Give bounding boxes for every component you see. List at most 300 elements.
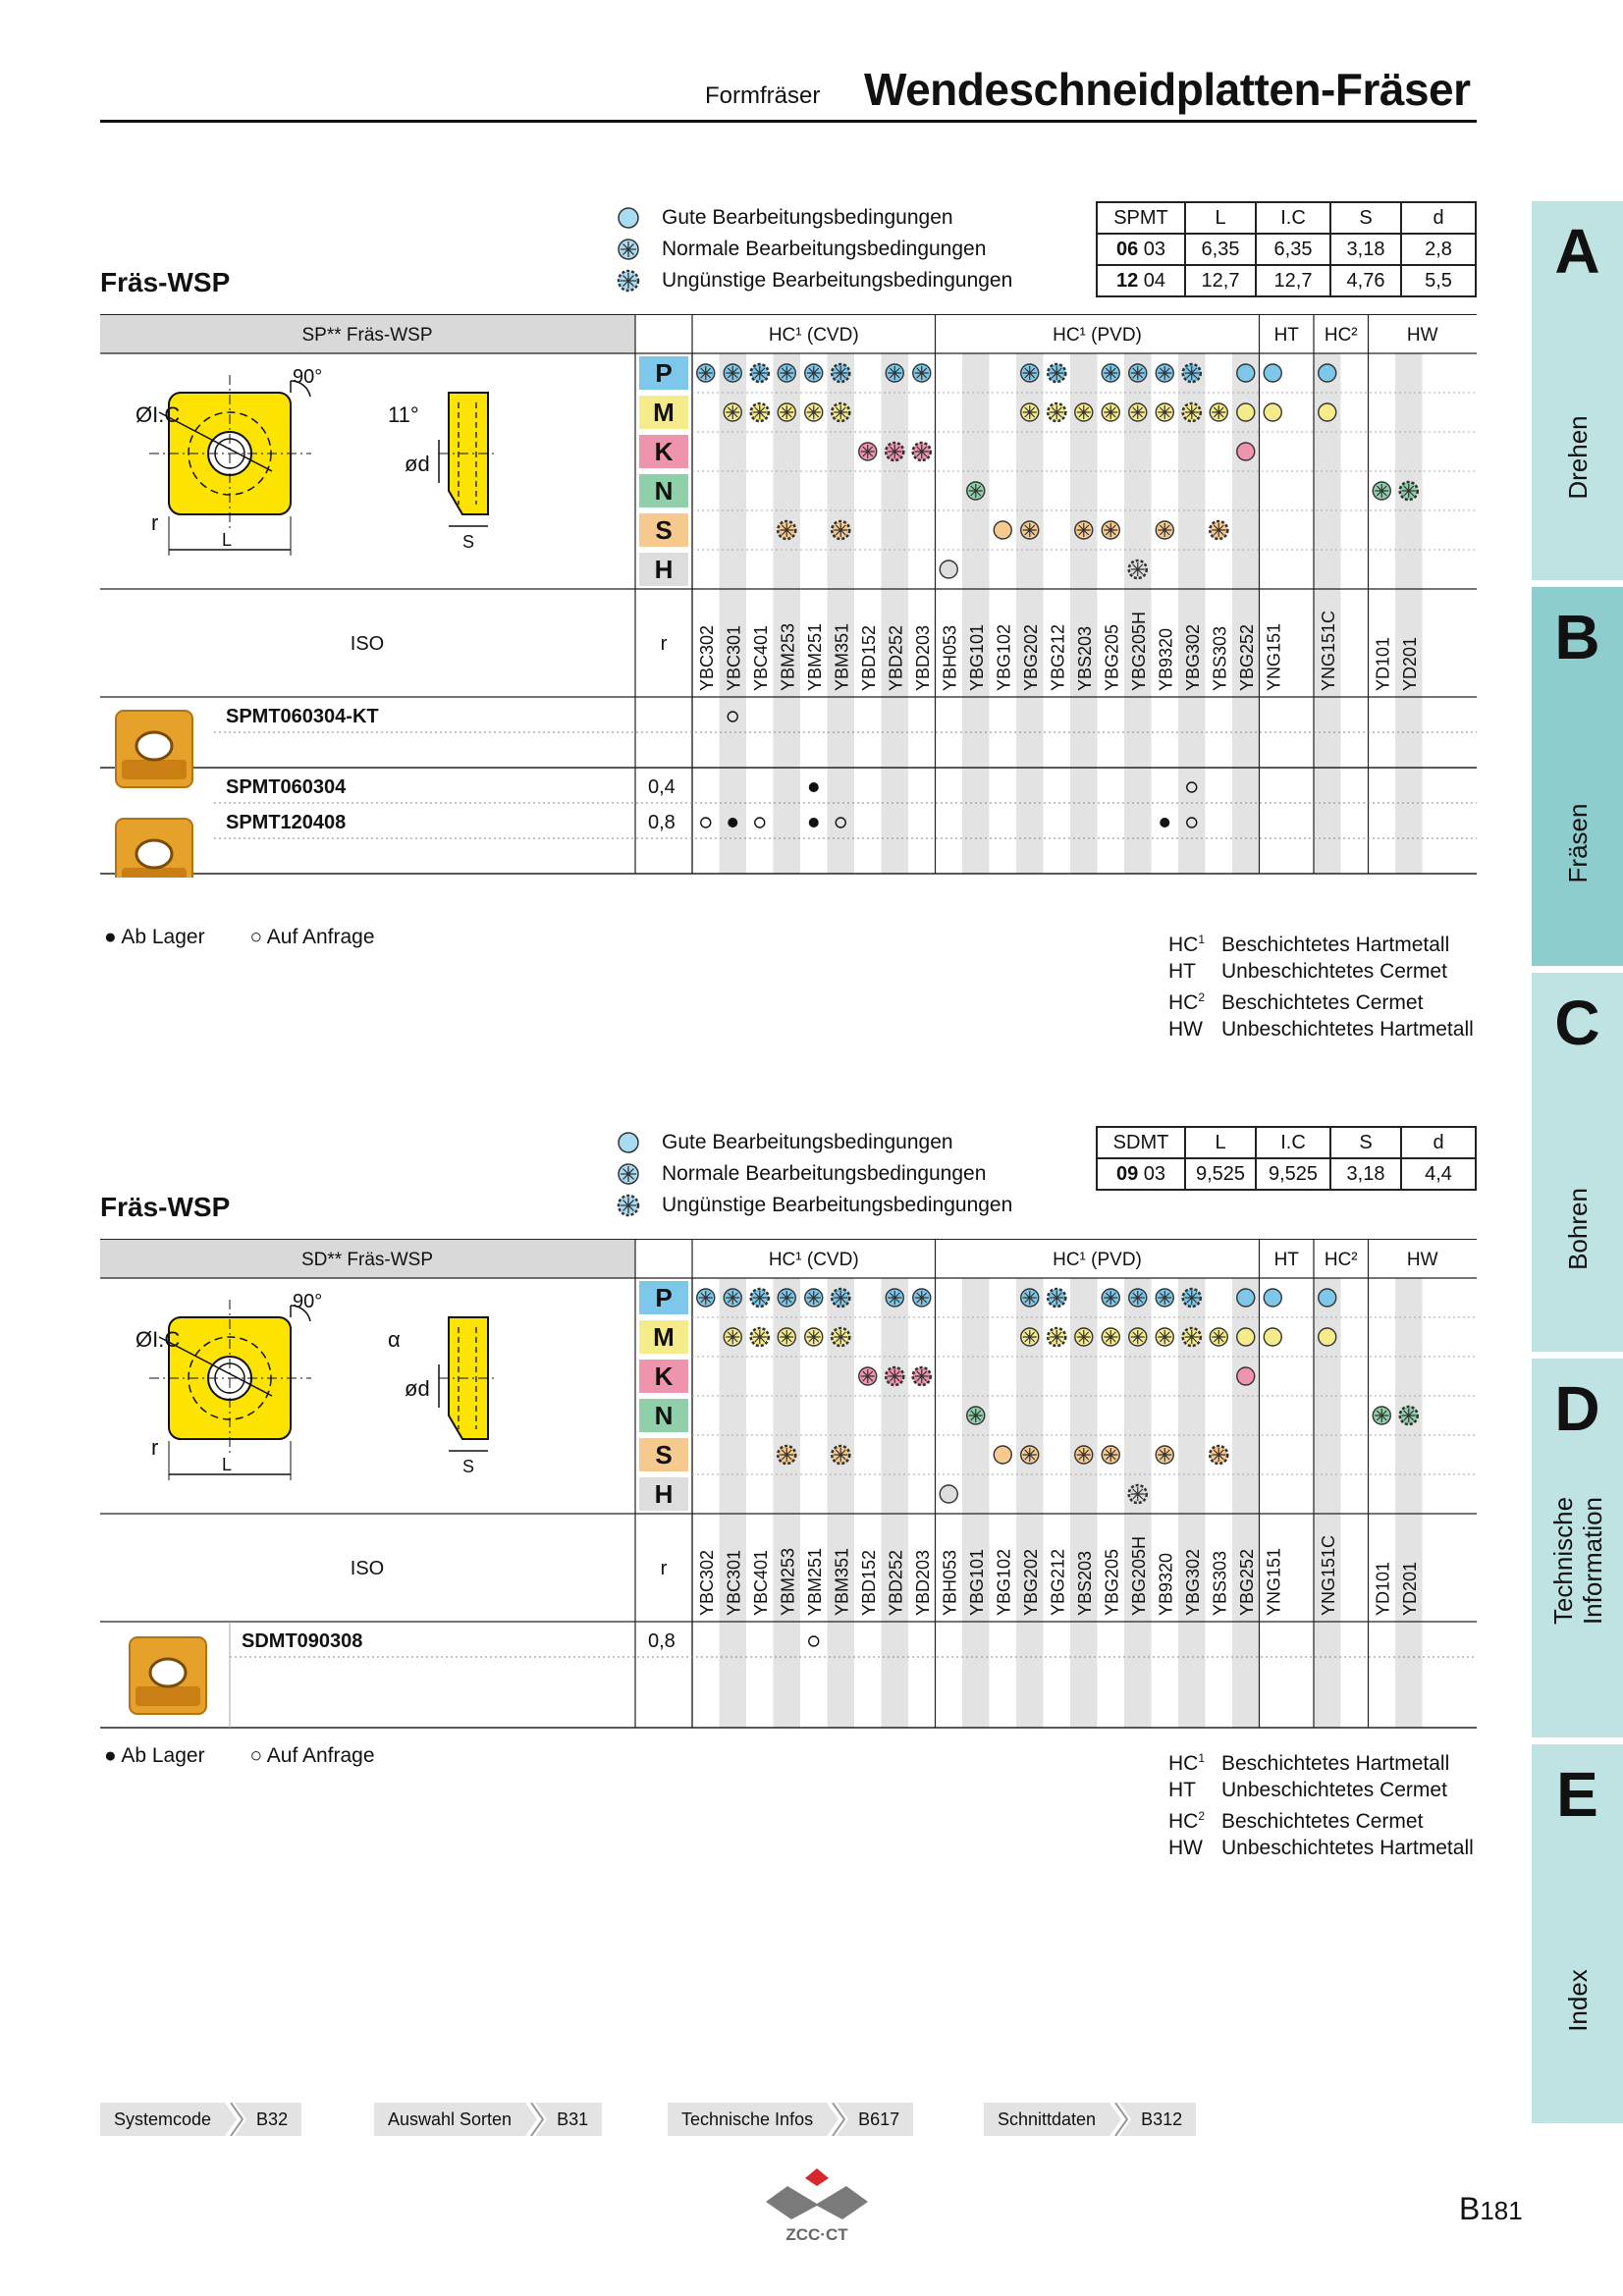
grade-group-header: HT [1273, 325, 1299, 346]
material-label-M: M [653, 398, 675, 427]
condition-marker-spokes [1375, 484, 1388, 498]
condition-marker-spokes [1185, 1291, 1199, 1305]
sidebar-tab-fraesen[interactable] [1532, 587, 1623, 966]
on-request-marker [755, 818, 765, 828]
legend-poor: Ungünstige Bearbeitungsbedingungen [662, 269, 1013, 292]
product-radius: 0,8 [648, 1630, 676, 1652]
dims-ic: 12,7 [1256, 265, 1330, 296]
grade-group-header: HC² [1324, 325, 1358, 346]
good-condition-icon [1237, 443, 1255, 460]
good-condition-icon [1319, 1328, 1336, 1346]
grade-column-shade [1232, 353, 1260, 874]
header-category: Formfräser [705, 82, 821, 109]
condition-marker-spokes [1131, 1330, 1145, 1344]
sidebar-tab-letter: D [1554, 1373, 1600, 1444]
sidebar-tab-label: Index [1562, 1969, 1593, 2032]
section2-grade-table [100, 1239, 1477, 1732]
stock-on-request: ○ Auf Anfrage [249, 926, 375, 948]
page-title: Wendeschneidplatten-Fräser [864, 64, 1471, 115]
radius-label: r [151, 1435, 159, 1460]
diameter-label: ød [405, 452, 430, 476]
poor-condition-icon [617, 269, 640, 293]
section2-stock-legend [104, 1744, 375, 1768]
grade-label: YD201 [1399, 636, 1420, 691]
sidebar-tab-drehen[interactable] [1532, 201, 1623, 580]
condition-marker-spokes [1104, 1291, 1117, 1305]
condition-marker-spokes [1050, 405, 1063, 419]
dims-header-s: S [1330, 202, 1401, 234]
thickness-label: S [462, 1457, 475, 1476]
grade-label: YBG202 [1020, 1548, 1041, 1616]
grade-label: YBS303 [1210, 1550, 1230, 1616]
section2-dims-table [1096, 1126, 1477, 1191]
page-number: B181 [1459, 2191, 1523, 2226]
grade-group-header: HT [1273, 1250, 1299, 1270]
condition-marker-spokes [1131, 562, 1145, 576]
grade-label: YBC302 [696, 624, 717, 691]
condition-marker-spokes [1158, 1291, 1171, 1305]
material-label-N: N [654, 476, 674, 506]
condition-marker-spokes [1212, 405, 1225, 419]
material-label-K: K [654, 1362, 674, 1391]
grade-label: YBH053 [940, 624, 960, 691]
condition-marker-spokes [1158, 523, 1171, 537]
grade-label: YBD252 [886, 1549, 906, 1616]
grade-column-shade [1070, 353, 1098, 874]
condition-marker-spokes [1402, 1409, 1416, 1422]
condition-marker-spokes [834, 523, 847, 537]
condition-marker-spokes [807, 1291, 821, 1305]
grade-label: YNG151C [1318, 610, 1338, 691]
condition-marker-spokes [969, 1409, 983, 1422]
footer-link-auswahl-sorten[interactable] [374, 2103, 602, 2136]
good-condition-icon [940, 1485, 957, 1503]
footer-link-technische-infos[interactable] [668, 2103, 913, 2136]
in-stock-marker [728, 818, 737, 828]
grade-label: YNG151 [1264, 1547, 1284, 1616]
grade-label: YBC301 [724, 624, 744, 691]
product-radius: 0,8 [648, 812, 676, 833]
condition-marker-spokes [834, 366, 847, 380]
condition-marker-spokes [1104, 366, 1117, 380]
grade-label: YBS203 [1074, 1550, 1095, 1616]
footer-link-label: Systemcode [114, 2109, 212, 2129]
product-code: SDMT090308 [242, 1630, 363, 1652]
legend-normal: Normale Bearbeitungsbedingungen [662, 238, 987, 260]
condition-marker-spokes [1212, 1448, 1225, 1462]
footer-link-label: Auswahl Sorten [388, 2109, 513, 2129]
footer-link-ref: B617 [858, 2109, 900, 2129]
table-label: SP** Fräs-WSP [301, 325, 433, 346]
grade-label: YBG302 [1182, 1548, 1203, 1616]
condition-marker-spokes [834, 1448, 847, 1462]
condition-marker-spokes [753, 1330, 767, 1344]
grade-label: YBG102 [994, 623, 1014, 691]
diameter-label: ød [405, 1376, 430, 1401]
grade-label: YBG101 [966, 1548, 987, 1616]
r-label: r [660, 1558, 668, 1579]
grade-column-shade [882, 1278, 909, 1728]
grade-label: YBD152 [858, 624, 879, 691]
grade-label: YNG151C [1318, 1534, 1338, 1616]
dims-header-d: d [1401, 202, 1476, 234]
dims-header-s: S [1330, 1127, 1401, 1158]
dims-header-code: SDMT [1097, 1127, 1185, 1158]
condition-marker-spokes [1104, 1448, 1117, 1462]
good-condition-icon [940, 561, 957, 578]
good-condition-icon [1237, 403, 1255, 421]
sidebar-tab-technische-information[interactable] [1532, 1359, 1623, 1737]
condition-marker-spokes [1104, 523, 1117, 537]
condition-marker-spokes [1158, 366, 1171, 380]
condition-marker-spokes [780, 366, 793, 380]
grade-label: YBC401 [750, 624, 771, 691]
condition-marker-spokes [1131, 1291, 1145, 1305]
condition-marker-spokes [780, 405, 793, 419]
ic-label: ØI.C [135, 1327, 181, 1352]
condition-marker-spokes [753, 405, 767, 419]
dims-code: 06 03 [1097, 234, 1185, 265]
condition-marker-spokes [1158, 1448, 1171, 1462]
grade-group-header: HC¹ (PVD) [1053, 325, 1142, 346]
condition-marker-spokes [1212, 1330, 1225, 1344]
grade-column-shade [962, 353, 990, 874]
dims-d: 4,4 [1401, 1158, 1476, 1190]
condition-marker-spokes [1023, 1448, 1037, 1462]
condition-marker-spokes [915, 1291, 929, 1305]
sidebar-tab-letter: C [1554, 988, 1600, 1058]
grade-label: YBG101 [966, 623, 987, 691]
condition-marker-spokes [915, 1369, 929, 1383]
sidebar-tab-letter: B [1554, 602, 1600, 672]
dims-ic: 9,525 [1256, 1158, 1330, 1190]
grade-label: YBC401 [750, 1549, 771, 1616]
footer-link-label: Technische Infos [681, 2109, 814, 2129]
condition-marker-spokes [1375, 1409, 1388, 1422]
good-condition-icon [617, 1131, 640, 1154]
normal-condition-icon [617, 238, 640, 261]
good-condition-icon [1319, 403, 1336, 421]
section1-legend [617, 202, 1012, 296]
iso-label: ISO [350, 1558, 385, 1579]
condition-marker-spokes [1050, 366, 1063, 380]
poor-condition-icon [617, 1194, 640, 1217]
angle-label: 90° [293, 366, 323, 388]
svg-text:ZCC·CT: ZCC·CT [785, 2225, 848, 2243]
good-condition-icon [1319, 364, 1336, 382]
section2-legend [617, 1127, 1012, 1221]
stock-in-stock: ● Ab Lager [104, 1744, 205, 1767]
condition-marker-spokes [1077, 523, 1091, 537]
condition-marker-spokes [1185, 405, 1199, 419]
good-condition-icon [1237, 1367, 1255, 1385]
sidebar-tab-label: Fräsen [1562, 803, 1593, 883]
sidebar-tab-label: Bohren [1562, 1188, 1593, 1270]
grade-label: YBG205 [1102, 623, 1122, 691]
dims-d: 2,8 [1401, 234, 1476, 265]
dims-s: 3,18 [1330, 1158, 1401, 1190]
grade-label: YBG252 [1236, 623, 1257, 691]
material-label-S: S [655, 1440, 673, 1469]
grade-label: YBG212 [1048, 623, 1068, 691]
grade-label: YD101 [1373, 636, 1393, 691]
material-label-P: P [655, 358, 673, 388]
dims-l: 6,35 [1185, 234, 1256, 265]
legend-good: Gute Bearbeitungsbedingungen [662, 1131, 953, 1153]
length-label: L [222, 530, 233, 550]
grade-label: YBG205H [1128, 1535, 1149, 1616]
dims-header-l: L [1185, 202, 1256, 234]
footer-link-ref: B31 [557, 2109, 589, 2129]
grade-label: YBM251 [804, 622, 825, 691]
grade-group-header: HW [1406, 1250, 1438, 1270]
clearance-angle-label: 11° [388, 402, 419, 427]
insert-photo-hole [136, 732, 172, 760]
condition-marker-spokes [1023, 1291, 1037, 1305]
ic-label: ØI.C [135, 402, 181, 427]
product-code: SPMT120408 [226, 812, 347, 833]
dims-ic: 6,35 [1256, 234, 1330, 265]
condition-marker-spokes [1212, 523, 1225, 537]
grade-column-shade [1178, 353, 1206, 874]
good-condition-icon [1237, 364, 1255, 382]
condition-marker-spokes [1158, 1330, 1171, 1344]
material-label-S: S [655, 515, 673, 545]
radius-label: r [151, 510, 159, 535]
grade-label: YBG102 [994, 1548, 1014, 1616]
sidebar-tab-letter: A [1554, 216, 1600, 287]
grade-label: YBD203 [912, 1549, 933, 1616]
condition-marker-spokes [807, 366, 821, 380]
dims-d: 5,5 [1401, 265, 1476, 296]
good-condition-icon [1264, 1328, 1281, 1346]
condition-marker-spokes [915, 445, 929, 458]
grade-label: YBM253 [778, 622, 798, 691]
thickness-label: S [462, 532, 475, 552]
grade-column-shade [962, 1278, 990, 1728]
dims-code: 09 03 [1097, 1158, 1185, 1190]
condition-marker-spokes [780, 1291, 793, 1305]
chevron-right-icon [225, 2103, 246, 2136]
condition-marker-spokes [753, 366, 767, 380]
grade-label: YBH053 [940, 1549, 960, 1616]
normal-condition-icon [617, 1162, 640, 1186]
legend-poor: Ungünstige Bearbeitungsbedingungen [662, 1194, 1013, 1216]
condition-marker-spokes [1023, 366, 1037, 380]
dims-s: 3,18 [1330, 234, 1401, 265]
section1-dims-table [1096, 201, 1477, 297]
section1-title: Fräs-WSP [100, 267, 231, 297]
condition-marker-spokes [1023, 523, 1037, 537]
section2-title: Fräs-WSP [100, 1192, 231, 1222]
condition-marker-spokes [1158, 405, 1171, 419]
grade-group-header: HW [1406, 325, 1438, 346]
condition-marker-spokes [1077, 1448, 1091, 1462]
material-label-H: H [654, 1479, 674, 1509]
footer-link-schnittdaten[interactable] [984, 2103, 1196, 2136]
grade-label: YBS203 [1074, 625, 1095, 691]
zccct-logo [758, 2164, 876, 2243]
table-label: SD** Fräs-WSP [300, 1250, 434, 1270]
section2-abbreviations: $HC^1$ Beschichtetes Hartmetall HT Unbeschichtetes Cermet $HC^2$ Beschichtetes Cermet HW Unbeschichtetes Hartmetall [1168, 1751, 1474, 1859]
grade-label: YBC302 [696, 1549, 717, 1616]
dims-l: 9,525 [1185, 1158, 1256, 1190]
footer-link-ref: B312 [1141, 2109, 1183, 2129]
chevron-right-icon [525, 2103, 547, 2136]
grade-label: YBG205H [1128, 611, 1149, 691]
sidebar-tab-bohren[interactable] [1532, 973, 1623, 1352]
condition-marker-spokes [834, 405, 847, 419]
grade-group-header: HC² [1324, 1250, 1358, 1270]
material-label-M: M [653, 1322, 675, 1352]
grade-group-header: HC¹ (CVD) [768, 325, 859, 346]
good-condition-icon [1319, 1289, 1336, 1307]
dims-l: 12,7 [1185, 265, 1256, 296]
grade-label: YBM251 [804, 1547, 825, 1616]
grade-label: YNG151 [1264, 622, 1284, 691]
dims-header-ic: I.C [1256, 202, 1330, 234]
dims-header-code: SPMT [1097, 202, 1185, 234]
condition-marker-spokes [726, 1330, 739, 1344]
good-condition-icon [994, 521, 1011, 539]
section1-grade-table [100, 314, 1477, 878]
dims-s: 4,76 [1330, 265, 1401, 296]
condition-marker-spokes [726, 1291, 739, 1305]
condition-marker-spokes [888, 445, 901, 458]
header-rule [100, 120, 1477, 123]
on-request-marker [701, 818, 711, 828]
grade-label: YBD252 [886, 624, 906, 691]
iso-label: ISO [350, 633, 385, 655]
grade-label: YBS303 [1210, 625, 1230, 691]
grade-label: YBM351 [832, 1547, 852, 1616]
product-code: SPMT060304 [226, 776, 347, 798]
condition-marker-spokes [1185, 366, 1199, 380]
stock-in-stock: ● Ab Lager [104, 926, 205, 948]
sidebar-tab-label: Drehen [1562, 415, 1593, 500]
condition-marker-spokes [969, 484, 983, 498]
condition-marker-spokes [1131, 405, 1145, 419]
material-label-N: N [654, 1401, 674, 1430]
condition-marker-spokes [888, 1291, 901, 1305]
condition-marker-spokes [1104, 405, 1117, 419]
grade-label: YD101 [1373, 1561, 1393, 1616]
good-condition-icon [1264, 1289, 1281, 1307]
grade-label: YBM253 [778, 1547, 798, 1616]
in-stock-marker [1160, 818, 1169, 828]
grade-label: YBD152 [858, 1549, 879, 1616]
grade-label: YB9320 [1156, 1552, 1176, 1616]
grade-label: YBC301 [724, 1549, 744, 1616]
condition-marker-spokes [915, 366, 929, 380]
condition-marker-spokes [1402, 484, 1416, 498]
good-condition-icon [1264, 364, 1281, 382]
r-label: r [660, 633, 668, 655]
grade-group-header: HC¹ (CVD) [768, 1250, 859, 1270]
condition-marker-spokes [726, 366, 739, 380]
condition-marker-spokes [1131, 1487, 1145, 1501]
good-condition-icon [994, 1446, 1011, 1464]
grade-label: YBG202 [1020, 623, 1041, 691]
condition-marker-spokes [1023, 405, 1037, 419]
condition-marker-spokes [1131, 366, 1145, 380]
condition-marker-spokes [1077, 1330, 1091, 1344]
dims-header-d: d [1401, 1127, 1476, 1158]
condition-marker-spokes [861, 445, 875, 458]
grade-column-shade [1395, 1278, 1423, 1728]
condition-marker-spokes [780, 1330, 793, 1344]
condition-marker-spokes [1104, 1330, 1117, 1344]
condition-marker-spokes [807, 1330, 821, 1344]
grade-label: YBG302 [1182, 623, 1203, 691]
condition-marker-spokes [699, 366, 713, 380]
condition-marker-spokes [780, 1448, 793, 1462]
grade-label: YB9320 [1156, 627, 1176, 691]
condition-marker-spokes [1185, 1330, 1199, 1344]
grade-group-header: HC¹ (PVD) [1053, 1250, 1142, 1270]
sidebar-tab-letter: E [1556, 1759, 1598, 1830]
insert-photo-edge [122, 760, 187, 779]
section1-stock-legend [104, 926, 375, 949]
dims-header-l: L [1185, 1127, 1256, 1158]
grade-label: YBG212 [1048, 1548, 1068, 1616]
in-stock-marker [809, 818, 819, 828]
product-radius: 0,4 [648, 776, 676, 798]
sidebar-tab-label: Technische Information [1547, 1496, 1607, 1626]
insert-photo-hole [150, 1659, 186, 1686]
grade-label: YBG205 [1102, 1548, 1122, 1616]
grade-label: YD201 [1399, 1561, 1420, 1616]
material-label-H: H [654, 555, 674, 584]
good-condition-icon [1237, 1328, 1255, 1346]
condition-marker-spokes [1050, 1291, 1063, 1305]
angle-label: 90° [293, 1291, 323, 1312]
insert-photo-hole [136, 840, 172, 868]
length-label: L [222, 1455, 233, 1474]
condition-marker-spokes [753, 1291, 767, 1305]
grade-label: YBM351 [832, 622, 852, 691]
stock-on-request: ○ Auf Anfrage [249, 1744, 375, 1767]
condition-marker-spokes [834, 1330, 847, 1344]
footer-link-ref: B32 [256, 2109, 289, 2129]
chevron-right-icon [827, 2103, 848, 2136]
condition-marker-spokes [888, 366, 901, 380]
condition-marker-spokes [861, 1369, 875, 1383]
condition-marker-spokes [807, 405, 821, 419]
section1-abbreviations: $HC^1$ Beschichtetes Hartmetall HT Unbeschichtetes Cermet $HC^2$ Beschichtetes Cermet HW Unbeschichtetes Hartmetall [1168, 933, 1474, 1041]
condition-marker-spokes [1023, 1330, 1037, 1344]
legend-normal: Normale Bearbeitungsbedingungen [662, 1162, 987, 1185]
grade-label: YBD203 [912, 624, 933, 691]
chevron-right-icon [1109, 2103, 1131, 2136]
condition-marker-spokes [726, 405, 739, 419]
clearance-angle-label: α [388, 1327, 401, 1352]
material-label-K: K [654, 437, 674, 466]
condition-marker-spokes [699, 1291, 713, 1305]
good-condition-icon [617, 206, 640, 230]
condition-marker-spokes [888, 1369, 901, 1383]
insert-photo-edge [135, 1686, 200, 1706]
condition-marker-spokes [780, 523, 793, 537]
on-request-marker [809, 1636, 819, 1646]
condition-marker-spokes [1077, 405, 1091, 419]
dims-header-ic: I.C [1256, 1127, 1330, 1158]
product-code: SPMT060304-KT [226, 706, 379, 727]
legend-good: Gute Bearbeitungsbedingungen [662, 206, 953, 229]
footer-link-systemcode[interactable] [100, 2103, 301, 2136]
sidebar-tab-index[interactable] [1532, 1744, 1623, 2123]
grade-column-shade [1016, 353, 1044, 874]
